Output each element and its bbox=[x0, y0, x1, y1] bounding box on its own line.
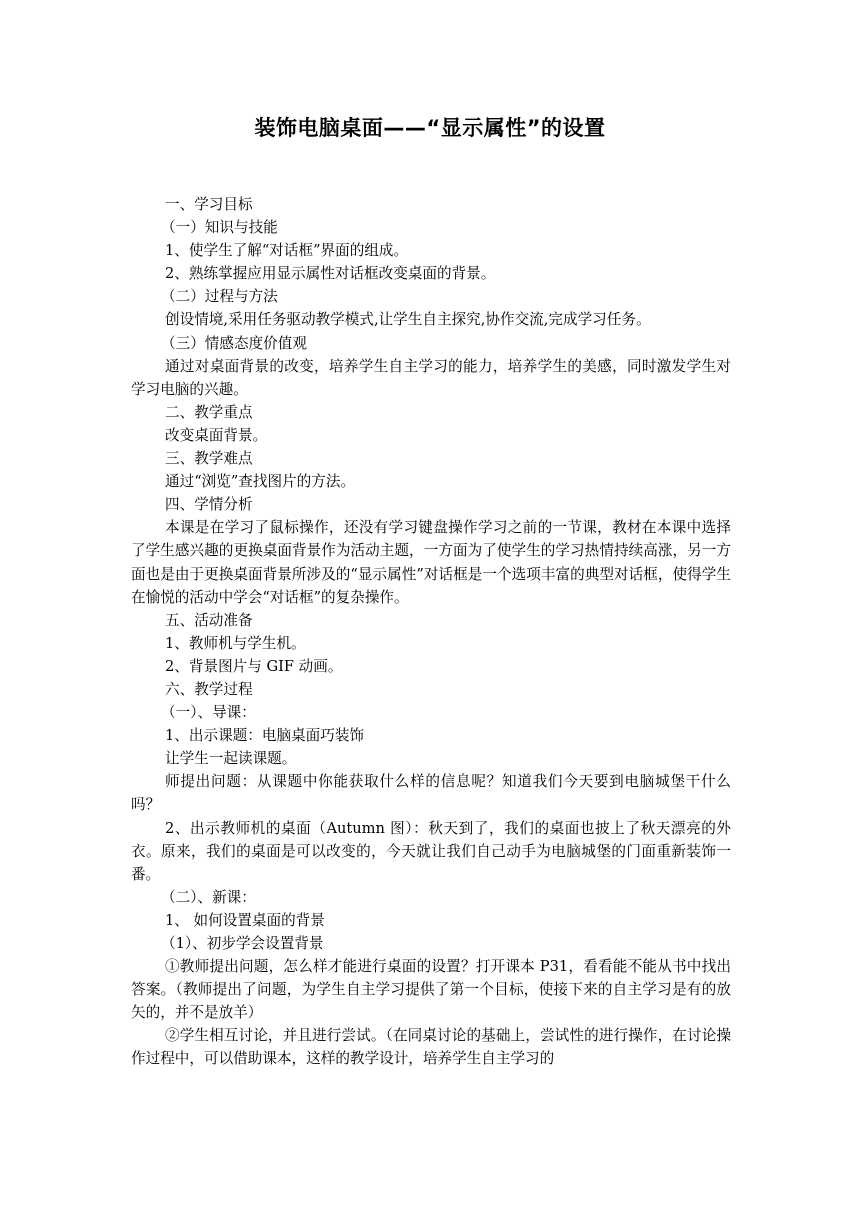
paragraph: 1、使学生了解“对话框”界面的组成。 bbox=[165, 242, 409, 260]
heading-process: 六、教学过程 bbox=[165, 680, 253, 698]
paragraph: 通过“浏览”查找图片的方法。 bbox=[165, 473, 356, 491]
heading-key-points: 二、教学重点 bbox=[165, 403, 253, 421]
paragraph: 1、 如何设置桌面的背景 bbox=[165, 911, 325, 929]
heading-goals: 一、学习目标 bbox=[165, 196, 253, 213]
paragraph: 2、背景图片与 GIF 动画。 bbox=[165, 657, 343, 675]
document-title: 装饰电脑桌面——“显示属性”的设置 bbox=[254, 116, 606, 140]
paragraph: ②学生相互讨论，并且进行尝试。（在同桌讨论的基础上，尝试性的进行操作，在讨论操作过程中，可以借助课本，这样的教学设计，培养学生自主学习的 bbox=[131, 1027, 731, 1068]
paragraph: 2、熟练掌握应用显示属性对话框改变桌面的背景。 bbox=[165, 265, 496, 283]
subheading-process: （二）过程与方法 bbox=[161, 288, 278, 306]
subheading-knowledge: （一）知识与技能 bbox=[161, 219, 278, 237]
paragraph: 1、出示课题：电脑桌面巧装饰 bbox=[165, 727, 365, 745]
document-body bbox=[131, 193, 731, 1071]
heading-difficulties: 三、教学难点 bbox=[165, 450, 253, 468]
paragraph: 师提出问题：从课题中你能获取什么样的信息呢？知道我们今天要到电脑城堡干什么吗？ bbox=[131, 773, 731, 814]
paragraph: ①教师提出问题，怎么样才能进行桌面的设置？打开课本 P31，看看能不能从书中找出答案。（教师提出了问题，为学生自主学习提供了第一个目标，使接下来的自主学习是有的放矢的，并不是放羊） bbox=[131, 958, 731, 1022]
heading-preparation: 五、活动准备 bbox=[165, 611, 253, 629]
paragraph: 本课是在学习了鼠标操作，还没有学习键盘操作学习之前的一节课，教材在本课中选择了学生感兴趣的更换桌面背景作为活动主题，一方面为了使学生的学习热情持续高涨，另一方面也是由于更换桌面背景所涉及的“显示属性”对话框是一个选项丰富的典型对话框，使得学生在愉悦的活动中学会“对话框”的复杂操作。 bbox=[131, 519, 731, 606]
heading-analysis: 四、学情分析 bbox=[165, 496, 253, 514]
paragraph: 2、出示教师机的桌面（Autumn 图）：秋天到了，我们的桌面也披上了秋天漂亮的外衣。原来，我们的桌面是可以改变的，今天就让我们自己动手为电脑城堡的门面重新装饰一番。 bbox=[131, 819, 731, 883]
paragraph: 1、教师机与学生机。 bbox=[165, 634, 306, 652]
paragraph: （1）、初步学会设置背景 bbox=[161, 935, 324, 952]
paragraph: 通过对桌面背景的改变，培养学生自主学习的能力，培养学生的美感，同时激发学生对学习电脑的兴趣。 bbox=[131, 357, 731, 398]
paragraph: 改变桌面背景。 bbox=[165, 426, 268, 444]
subheading-intro: （一）、导课： bbox=[161, 704, 256, 722]
subheading-new-lesson: （二）、新课： bbox=[161, 888, 256, 906]
subheading-attitude: （三）情感态度价值观 bbox=[161, 334, 307, 352]
paragraph: 创设情境,采用任务驱动教学模式,让学生自主探究,协作交流,完成学习任务。 bbox=[165, 311, 651, 329]
paragraph: 让学生一起读课题。 bbox=[165, 750, 297, 768]
